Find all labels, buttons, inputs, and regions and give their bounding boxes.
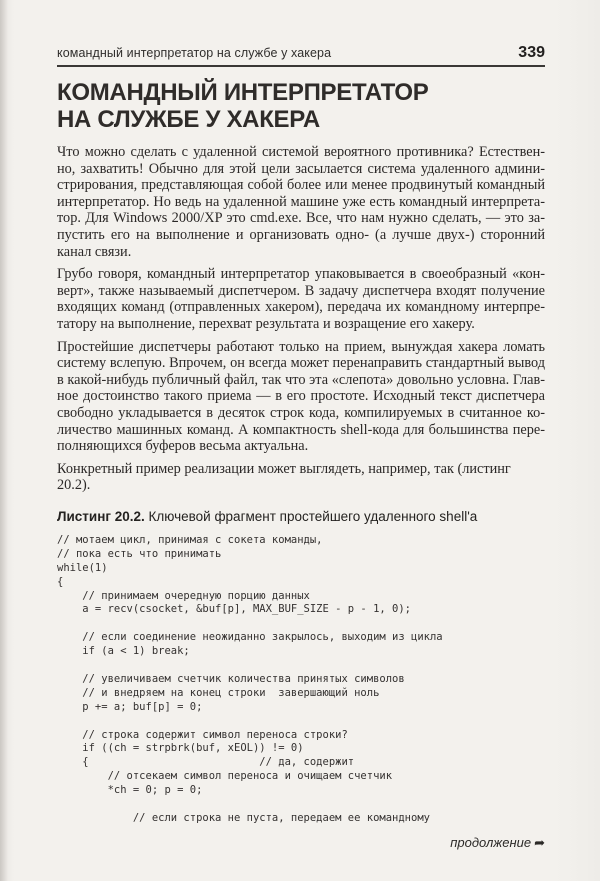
code-line: if ((ch = strpbrk(buf, xEOL)) != 0) [57,742,304,755]
code-line [57,715,545,729]
page-header [57,44,545,62]
paragraph [57,266,545,332]
code-line: // если соединение неожиданно закрылось, выходим из цикла [57,631,443,644]
listing-caption [57,509,545,524]
code-line: if (a < 1) break; [57,645,190,658]
code-line: while(1) [57,561,108,574]
text-line: ное достоинство такого приема — в его простоте. Исходный текст диспетчера [57,388,545,405]
paragraph [57,144,545,260]
text-line: верт», также называемый диспетчером. В задачу диспетчера входят получение [57,282,545,299]
code-line [57,798,545,812]
text-line: Что можно сделать с удаленной системой вероятного противника? Естествен- [57,144,545,160]
body-copy [57,144,545,494]
code-line: // увеличиваем счетчик количества принятых символов [57,672,405,685]
code-line [57,617,545,631]
chapter-title-line1: КОМАНДНЫЙ ИНТЕРПРЕТАТОР [57,79,429,106]
page-footer [57,835,545,851]
text-line: систему вслепую. Впрочем, он всегда может перенаправить стандартный вывод [57,355,545,372]
code-line: { [57,575,64,588]
code-line: // мотаем цикл, принимая с сокета команды, [57,533,323,546]
text-line: интерпретатор. Но ведь на удаленной машине уже есть командный интерпрета- [57,193,545,210]
code-line: // и внедряем на конец строки завершающий ноль [57,686,380,699]
listing-title: Ключевой фрагмент простейшего удаленного shell'а [148,508,478,524]
code-line: // если строка не пуста, передаем ее командному [57,812,430,824]
code-line: // пока есть что принимать [57,547,222,560]
running-title: командный интерпретатор на службе у хакера [57,46,332,60]
code-line: a = recv(csocket, &buf[p], MAX_BUF_SIZE - p - 1, 0); [57,603,412,616]
code-line: // строка содержит символ переноса строки? [57,728,348,741]
chapter-title [57,79,545,133]
text-line: личество машинных команд. А компактность shell-кода для большинства пере- [57,421,545,438]
paragraph [57,339,545,455]
text-line: Конкретный пример реализации может выглядеть, например, так (листинг 20.2). [57,460,511,494]
code-listing [57,534,545,826]
code-line: *ch = 0; p = 0; [57,784,203,797]
text-line: свободно укладывается в десяток строк кода, компилируемых в считанное ко- [57,404,545,421]
text-line: в какой-нибудь публичный файл, так что эта «слепота» довольно условна. Глав- [57,371,545,388]
code-line: p += a; buf[p] = 0; [57,700,203,713]
continuation-label: продолжение [450,834,532,850]
text-line: пустить его на выполнение и организовать одно- (а лучше двух-) сторонний [57,226,545,243]
code-line: // принимаем очередную порцию данных [57,589,310,602]
chapter-title-line2: НА СЛУЖБЕ У ХАКЕРА [57,106,320,133]
text-line: полняющихся буферов весьма актуальна. [57,438,309,455]
text-line: но, захватить! Обычно для этой цели засылается система удаленного админи- [57,160,545,177]
page-number: 339 [518,44,545,61]
text-line: входящих команд (отправленных хакером), передача их командному интерпре- [57,299,545,316]
paragraph [57,461,545,494]
listing-label: Листинг 20.2. [57,508,145,524]
scan-gutter-shadow [0,0,8,881]
code-line: // отсекаем символ переноса и очищаем счетчик [57,770,393,783]
text-line: канал связи. [57,243,132,260]
text-line: Грубо говоря, командный интерпретатор упаковывается в своеобразный «кон- [57,266,545,283]
code-line [57,659,545,673]
header-rule [57,65,545,67]
text-line: Простейшие диспетчеры работают только на прием, вынуждая хакера ломать [57,338,545,355]
text-line: татору на выполнение, перехват результата и возращение его хакеру. [57,315,475,332]
text-line: стрирования, представляющая собой более или менее продвинутый командный [57,177,545,194]
code-line: { // да, содержит [57,756,355,769]
continuation-arrow-icon: ➦ [534,834,545,850]
text-line: тор. Для Windows 2000/XP это cmd.exe. Все, что нам нужно сделать, — это за- [57,210,545,227]
